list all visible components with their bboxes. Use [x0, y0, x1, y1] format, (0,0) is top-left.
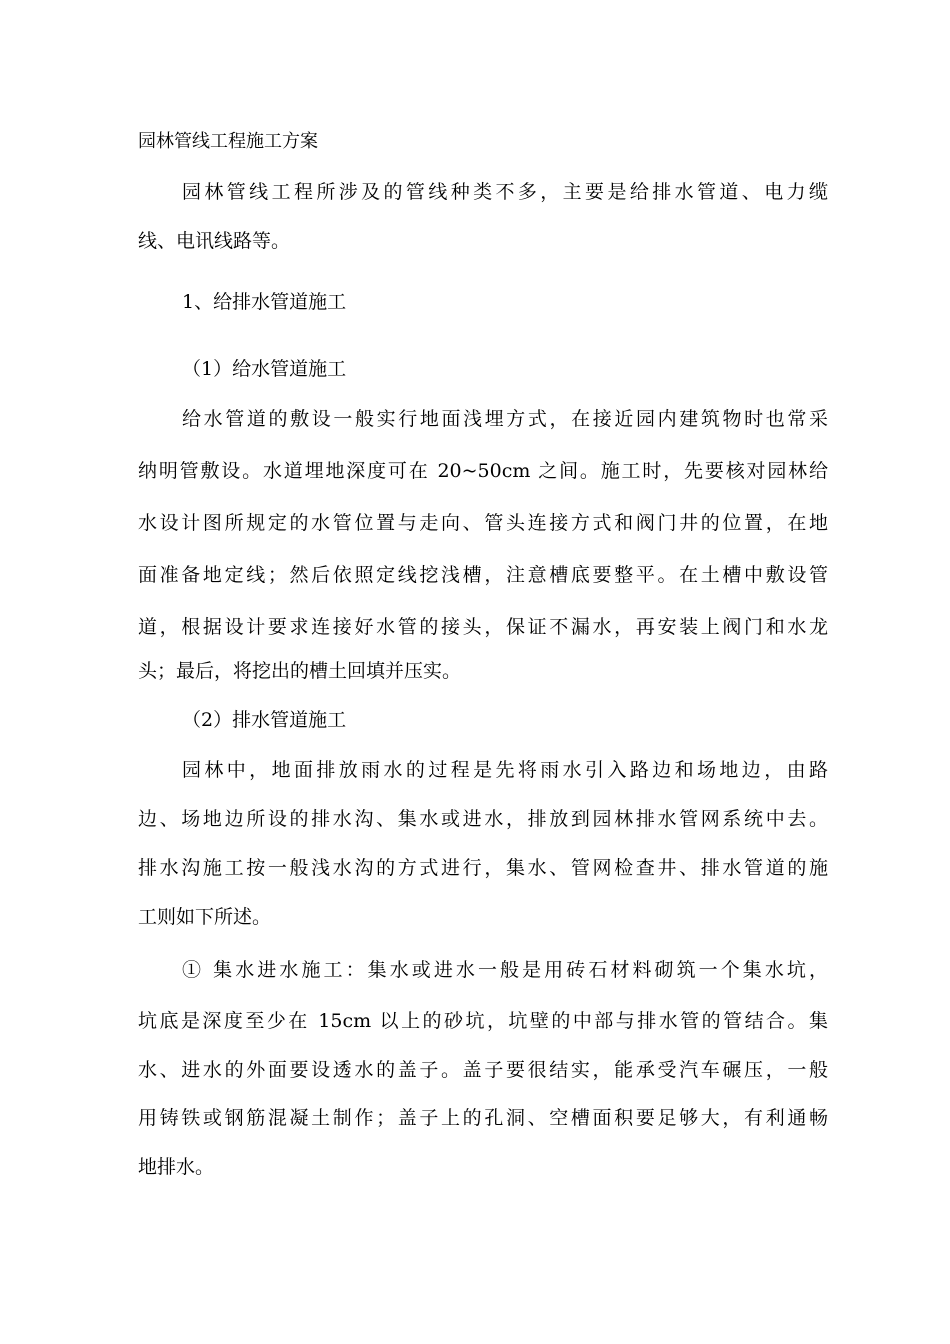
sub1-line-2: 纳明管敷设。水道埋地深度可在 20~50cm 之间。施工时，先要核对园林给	[138, 460, 828, 482]
item1-line-3: 水、进水的外面要设透水的盖子。盖子要很结实，能承受汽车碾压，一般	[138, 1059, 828, 1081]
item1-line-2: 坑底是深度至少在 15cm 以上的砂坑，坑壁的中部与排水管的管结合。集	[138, 1010, 828, 1032]
intro-line-1: 园林管线工程所涉及的管线种类不多，主要是给排水管道、电力缆	[182, 181, 828, 203]
sub1-line-4: 面准备地定线；然后依照定线挖浅槽，注意槽底要整平。在土槽中敷设管	[138, 564, 828, 586]
section-1-heading: 1、给排水管道施工	[182, 291, 347, 313]
item1-line-1: ① 集水进水施工：集水或进水一般是用砖石材料砌筑一个集水坑，	[182, 959, 828, 981]
intro-line-2: 线、电讯线路等。	[138, 230, 291, 252]
item1-line-4: 用铸铁或钢筋混凝土制作；盖子上的孔洞、空槽面积要足够大，有利通畅	[138, 1107, 828, 1129]
sub2-line-4: 工则如下所述。	[138, 906, 272, 928]
document-title: 园林管线工程施工方案	[138, 131, 318, 152]
sub1-line-5: 道，根据设计要求连接好水管的接头，保证不漏水，再安装上阀门和水龙	[138, 616, 828, 638]
sub2-line-1: 园林中，地面排放雨水的过程是先将雨水引入路边和场地边，由路	[182, 759, 828, 781]
subsection-2-heading: （2）排水管道施工	[182, 709, 347, 731]
sub2-line-2: 边、场地边所设的排水沟、集水或进水，排放到园林排水管网系统中去。	[138, 808, 828, 830]
sub2-line-3: 排水沟施工按一般浅水沟的方式进行，集水、管网检查井、排水管道的施	[138, 857, 828, 879]
sub1-line-3: 水设计图所规定的水管位置与走向、管头连接方式和阀门井的位置，在地	[138, 512, 828, 534]
item1-line-5: 地排水。	[138, 1156, 215, 1178]
subsection-1-heading: （1）给水管道施工	[182, 358, 347, 380]
sub1-line-6: 头；最后，将挖出的槽土回填并压实。	[138, 660, 462, 682]
sub1-line-1: 给水管道的敷设一般实行地面浅埋方式，在接近园内建筑物时也常采	[182, 408, 828, 430]
